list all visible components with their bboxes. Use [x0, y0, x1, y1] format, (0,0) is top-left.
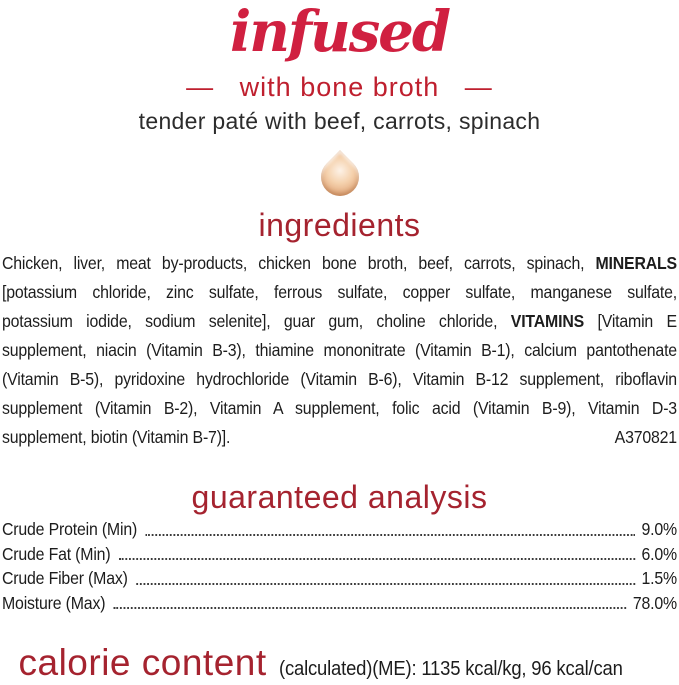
- analysis-row: [2, 517, 677, 542]
- analysis-heading: guaranteed analysis: [191, 479, 488, 515]
- product-subtitle: tender paté with beef, carrots, spinach: [138, 108, 541, 134]
- ingredients-line: [2, 394, 677, 423]
- leader-dots: [113, 607, 626, 609]
- minerals-bold-text: MINERALS: [595, 253, 677, 273]
- analysis-row: [2, 542, 677, 567]
- analysis-value: 78.0%: [632, 592, 677, 613]
- ingredients-text: potassium iodide, sodium selenite], guar gum, choline chloride,: [2, 311, 511, 331]
- ingredients-line: [2, 278, 677, 307]
- calorie-content-row: [0, 641, 679, 685]
- ingredients-text: supplement, biotin (Vitamin B-7)].: [2, 427, 231, 447]
- ingredients-line: [2, 423, 677, 452]
- vitamins-bold-text: VITAMINS: [510, 311, 585, 331]
- ingredients-text: [Vitamin E: [584, 311, 677, 331]
- analysis-value: 9.0%: [641, 519, 677, 539]
- analysis-row: [2, 566, 677, 591]
- leader-dots: [119, 558, 636, 560]
- droplet-shape: [313, 150, 367, 204]
- ingredients-heading: ingredients: [258, 207, 421, 243]
- product-code: A370821: [614, 427, 677, 447]
- ingredients-text: supplement (Vitamin B-2), Vitamin A supplement, folic acid (Vitamin B-9), Vitamin D-3: [2, 398, 677, 418]
- ingredients-line: [2, 249, 677, 278]
- analysis-table: [2, 517, 677, 615]
- ingredients-text: supplement, niacin (Vitamin B-3), thiamine mononitrate (Vitamin B-1), calcium pantothenate: [2, 340, 677, 360]
- ingredients-line: [2, 307, 677, 336]
- analysis-label: Moisture (Max): [2, 592, 106, 613]
- leader-dots: [145, 534, 635, 536]
- analysis-label: Crude Protein (Min): [2, 519, 138, 539]
- ingredients-paragraph: [2, 249, 677, 452]
- ingredients-text: (Vitamin B-5), pyridoxine hydrochloride (Vitamin B-6), Vitamin B-12 supplement, riboflavin: [2, 369, 677, 389]
- analysis-value: 1.5%: [641, 568, 677, 589]
- ingredients-line: [2, 365, 677, 394]
- broth-droplet-icon: [321, 158, 359, 196]
- analysis-label: Crude Fat (Min): [2, 543, 111, 564]
- ingredients-text: Chicken, liver, meat by-products, chicken bone broth, beef, carrots, spinach,: [2, 253, 596, 273]
- analysis-value: 6.0%: [641, 543, 677, 564]
- brand-script-title: infused: [229, 0, 450, 65]
- leader-dots: [136, 583, 635, 585]
- calorie-detail: (calculated)(ME): 1135 kcal/kg, 96 kcal/can: [278, 657, 623, 680]
- ingredients-line: [2, 336, 677, 365]
- analysis-label: Crude Fiber (Max): [2, 568, 128, 589]
- analysis-row: [2, 591, 677, 616]
- bone-broth-tagline: — with bone broth —: [186, 72, 493, 102]
- calorie-heading: calorie content: [18, 642, 267, 683]
- ingredients-text: [potassium chloride, zinc sulfate, ferrous sulfate, copper sulfate, manganese sulfate,: [2, 282, 677, 302]
